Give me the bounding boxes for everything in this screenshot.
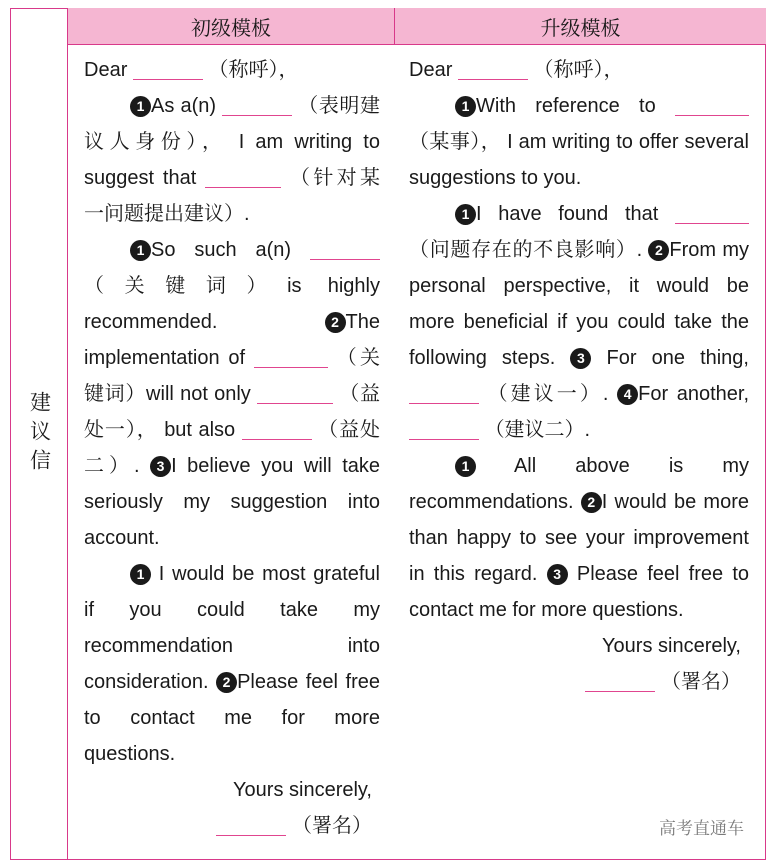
blank-line [675,201,749,224]
basic-paragraph-1: 1 As a(n) （表明建议人身份）， I am writing to suggest that （针对某一问题提出建议）. [84,95,380,225]
blank-line [585,669,655,692]
basic-closing: Yours sincerely, [233,779,372,801]
number-marker: 1 [130,96,151,117]
blank-line [675,93,749,116]
number-marker: 1 [455,204,476,225]
number-marker: 2 [581,492,602,513]
basic-paragraph-2: 1 So such a(n) （关键词）is highly recommended. 2 The implementation of （关键词）will not only （益处一）， but also （益处二）. 3 I believe you will take seriously my suggestion into account. [84,239,380,549]
number-marker: 1 [455,456,476,477]
blank-line [409,381,479,404]
watermark: 高考直通车 [659,819,744,838]
blank-line [216,813,286,836]
blank-line [310,237,380,260]
basic-paragraph-3: 1 I would be most grateful if you could take my recommendation into consideration. 2 Please feel free to contact me for more questions. [84,563,380,765]
blank-line [458,57,528,80]
row-label: 建议信 [27,390,51,478]
basic-template-column [84,52,380,844]
number-marker: 4 [617,384,638,405]
header-advanced-template: 升级模板 [395,8,766,45]
advanced-signature: （署名） [409,664,749,700]
row-label-cell [10,8,68,860]
blank-line [254,345,328,368]
advanced-paragraph-2: 1 I have found that （问题存在的不良影响）. 2 From my personal perspective, it would be more beneficial if you could take the following steps. 3 For one thing, （建议一）. 4 For another, （建议二）. [409,203,750,441]
blank-line [222,93,292,116]
blank-line [409,417,479,440]
blank-line [257,381,333,404]
number-marker: 2 [325,312,346,333]
number-marker: 3 [570,348,591,369]
number-marker: 1 [130,564,151,585]
blank-line [205,165,281,188]
advanced-closing: Yours sincerely, [602,635,741,657]
number-marker: 2 [648,240,669,261]
advanced-paragraph-3: 1 All above is my recommendations. 2 I would be more than happy to see your improvement in this regard. 3 Please feel free to contact me for more questions. [409,455,750,621]
blank-line [133,57,203,80]
header-basic-template: 初级模板 [68,8,395,45]
basic-salutation: Dear （称呼）， [84,59,299,81]
basic-signature: （署名） [84,808,380,844]
advanced-template-column [409,52,749,700]
number-marker: 2 [216,672,237,693]
advanced-paragraph-1: 1 With reference to （某事）， I am writing to offer several suggestions to you. [409,95,749,189]
number-marker: 1 [455,96,476,117]
advanced-salutation: Dear （称呼）， [409,59,624,81]
number-marker: 1 [130,240,151,261]
number-marker: 3 [547,564,568,585]
number-marker: 3 [150,456,171,477]
blank-line [242,417,312,440]
